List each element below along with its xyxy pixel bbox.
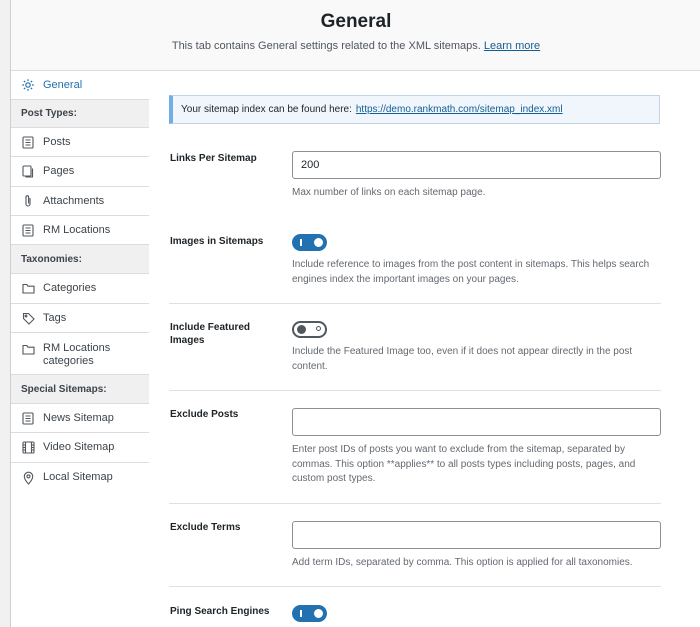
sidebar-item-label: Categories	[43, 282, 97, 294]
links-per-sitemap-label: Links Per Sitemap	[170, 153, 257, 164]
row-divider	[169, 503, 661, 504]
sidebar-item-tags[interactable]	[11, 304, 149, 333]
sidebar-item-rm-locations[interactable]	[11, 216, 149, 245]
row-divider	[169, 303, 661, 304]
page-subtitle	[11, 39, 700, 53]
learn-more-link[interactable]: Learn more	[483, 40, 541, 52]
include-featured-images-toggle[interactable]	[292, 321, 327, 338]
sidebar-item-label: Tags	[43, 311, 67, 324]
exclude-terms-label: Exclude Terms	[170, 522, 241, 533]
document-icon	[21, 223, 35, 237]
toggle-off-mark	[316, 326, 321, 331]
sidebar-item-label: Pages	[43, 165, 75, 177]
toggle-knob	[314, 609, 323, 618]
page-header	[11, 0, 700, 71]
sidebar-item-posts[interactable]	[11, 128, 149, 157]
sidebar-item-label: Posts	[43, 135, 71, 148]
toggle-on-mark	[300, 239, 302, 246]
settings-panel	[10, 0, 700, 627]
ping-search-engines-toggle[interactable]	[292, 605, 327, 622]
exclude-posts-input[interactable]	[292, 408, 661, 436]
sidebar-item-video-sitemap[interactable]	[11, 433, 149, 463]
images-in-sitemaps-label: Images in Sitemaps	[170, 236, 264, 247]
sidebar-item-news-sitemap[interactable]	[11, 404, 149, 433]
film-icon	[21, 441, 35, 455]
sidebar-item-label: RM Locations categories	[43, 342, 111, 367]
sidebar-item-general[interactable]	[11, 71, 149, 99]
special-sitemaps-heading: Special Sitemaps:	[11, 375, 149, 404]
exclude-posts-description: Enter post IDs of posts you want to exclude from the sitemap, separated by commas. This option **applies** to all posts types including posts, pages, and custom post types.	[292, 444, 636, 484]
sidebar-item-attachments[interactable]	[11, 187, 149, 216]
sidebar-item-label: Local Sitemap	[43, 471, 113, 483]
sitemap-sidebar	[11, 71, 149, 492]
include-featured-images-label: Include Featured Images	[170, 322, 251, 346]
exclude-terms-input[interactable]	[292, 521, 661, 549]
ping-search-engines-label: Ping Search Engines	[170, 606, 270, 617]
links-per-sitemap-description: Max number of links on each sitemap page.	[292, 187, 486, 198]
page-title: General	[320, 11, 392, 32]
taxonomies-heading: Taxonomies:	[11, 245, 149, 274]
sidebar-item-label: RM Locations	[43, 223, 111, 236]
sidebar-item-local-sitemap[interactable]	[11, 463, 149, 492]
row-divider	[169, 390, 661, 391]
sidebar-item-label: Video Sitemap	[43, 441, 115, 453]
sitemap-index-notice	[169, 95, 660, 124]
sidebar-item-pages[interactable]	[11, 157, 149, 187]
images-in-sitemaps-description: Include reference to images from the post content in sitemaps. This helps search engines index the important images on your pages.	[292, 259, 650, 285]
gear-icon	[21, 78, 35, 92]
folder-icon	[21, 342, 35, 356]
tag-icon	[21, 311, 35, 325]
links-per-sitemap-input[interactable]: 200	[292, 151, 661, 179]
toggle-knob	[314, 238, 323, 247]
sidebar-item-categories[interactable]	[11, 274, 149, 304]
row-divider	[169, 586, 661, 587]
sitemap-index-link[interactable]: https://demo.rankmath.com/sitemap_index.xml	[355, 104, 563, 115]
paperclip-icon	[21, 194, 35, 208]
toggle-knob	[297, 325, 306, 334]
exclude-posts-label: Exclude Posts	[170, 409, 239, 420]
post-types-heading: Post Types:	[11, 99, 149, 128]
pages-icon	[21, 165, 35, 179]
sidebar-item-label: Attachments	[43, 194, 105, 207]
document-icon	[21, 411, 35, 425]
folder-icon	[21, 282, 35, 296]
location-pin-icon	[21, 471, 35, 485]
sidebar-item-rm-locations-categories[interactable]	[11, 333, 149, 375]
settings-content	[149, 71, 700, 627]
document-icon	[21, 135, 35, 149]
exclude-terms-description: Add term IDs, separated by comma. This option is applied for all taxonomies.	[292, 557, 633, 568]
subtitle-text: This tab contains General settings related to the XML sitemaps.	[171, 40, 481, 52]
toggle-on-mark	[300, 610, 302, 617]
notice-text: Your sitemap index can be found here:	[181, 104, 352, 115]
sidebar-item-label: News Sitemap	[43, 411, 114, 424]
sidebar-item-label: General	[43, 78, 83, 91]
images-in-sitemaps-toggle[interactable]	[292, 234, 327, 251]
include-featured-images-description: Include the Featured Image too, even if it does not appear directly in the post content.	[292, 346, 633, 372]
